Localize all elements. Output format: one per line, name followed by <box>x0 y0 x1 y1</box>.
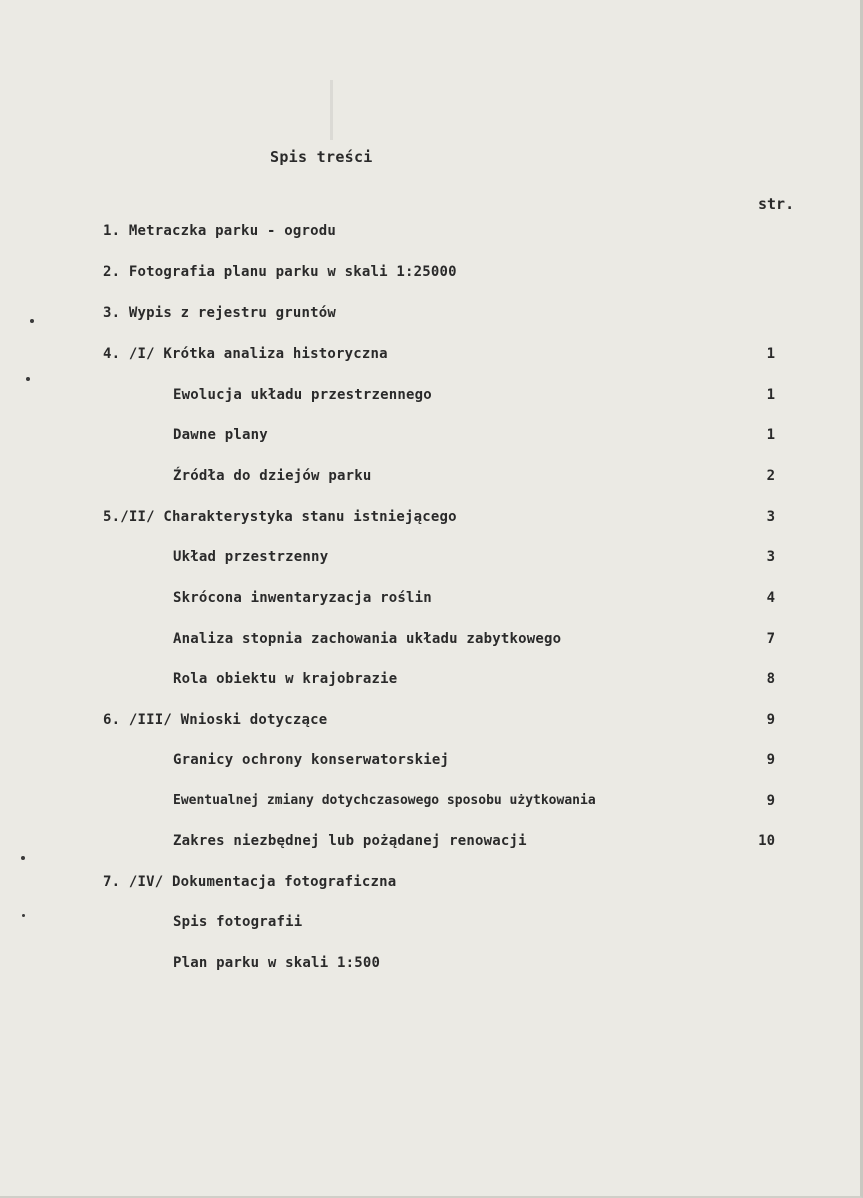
page-column-header: str. <box>758 195 795 213</box>
toc-entry: Spis fotografii <box>173 914 303 930</box>
toc-entry: Źródła do dziejów parku <box>173 468 372 484</box>
toc-entry: Granicy ochrony konserwatorskiej <box>173 752 450 768</box>
toc-entry: 5./II/ Charakterystyka stanu istniejącego <box>103 509 457 525</box>
toc-page-number: 1 <box>766 387 775 403</box>
toc-entry: 1. Metraczka parku - ogrodu <box>103 223 336 239</box>
toc-entry: Zakres niezbędnej lub pożądanej renowacji <box>173 833 527 849</box>
toc-page-number: 9 <box>766 752 775 768</box>
punch-mark <box>21 856 25 860</box>
toc-page-number: 2 <box>766 468 775 484</box>
toc-entry: 2. Fotografia planu parku w skali 1:25000 <box>103 264 457 280</box>
page-title: Spis treści <box>270 148 373 166</box>
toc-entry: 6. /III/ Wnioski dotyczące <box>103 712 328 728</box>
toc-entry: Analiza stopnia zachowania układu zabytkowego <box>173 631 562 647</box>
toc-entry: 3. Wypis z rejestru gruntów <box>103 305 336 321</box>
toc-page-number: 3 <box>766 509 775 525</box>
toc-entry: 7. /IV/ Dokumentacja fotograficzna <box>103 874 397 890</box>
punch-mark <box>22 914 25 917</box>
toc-page-number: 9 <box>766 793 775 809</box>
toc-entry: Plan parku w skali 1:500 <box>173 955 381 971</box>
paper-mark <box>330 80 333 140</box>
toc-entry: Rola obiektu w krajobrazie <box>173 671 398 687</box>
toc-page-number: 4 <box>766 590 775 606</box>
toc-page-number: 10 <box>758 833 775 849</box>
punch-mark <box>26 377 30 381</box>
toc-page-number: 8 <box>766 671 775 687</box>
toc-page-number: 1 <box>766 346 775 362</box>
toc-entry: Ewolucja układu przestrzennego <box>173 387 432 403</box>
toc-entry: Skrócona inwentaryzacja roślin <box>173 590 432 606</box>
toc-entry: Dawne plany <box>173 427 268 443</box>
toc-entry: Ewentualnej zmiany dotychczasowego sposobu użytkowania <box>173 793 596 808</box>
toc-entry: Układ przestrzenny <box>173 549 329 565</box>
toc-page-number: 7 <box>766 631 775 647</box>
toc-page-number: 9 <box>766 712 775 728</box>
toc-entry: 4. /I/ Krótka analiza historyczna <box>103 346 388 362</box>
toc-page-number: 1 <box>766 427 775 443</box>
toc-page-number: 3 <box>766 549 775 565</box>
punch-mark <box>30 319 34 323</box>
